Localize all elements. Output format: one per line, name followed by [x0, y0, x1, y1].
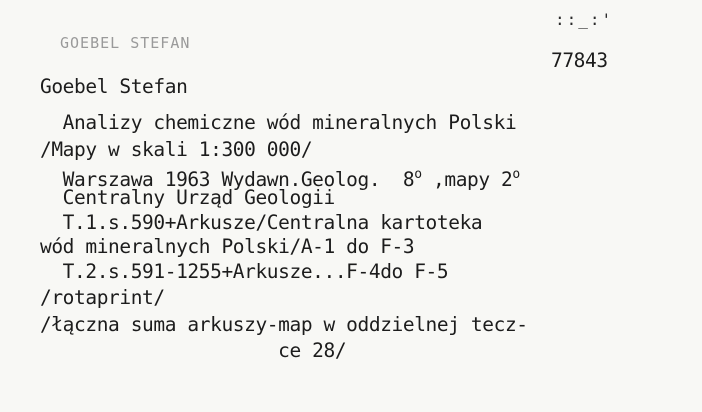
format-superscript-2: o [512, 167, 520, 182]
corner-mark: ::_:' [555, 10, 614, 29]
publisher-line: Centralny Urząd Geologii [40, 186, 335, 209]
volume-1-continued-line: wód mineralnych Polski/A-1 do F-3 [40, 235, 415, 258]
volume-2-line: T.2.s.591-1255+Arkusze...F-4do F-5 [40, 260, 449, 283]
imprint-text: Warszawa 1963 Wydawn.Geolog. 8 [40, 168, 415, 191]
title-subtitle-line: /Mapy w skali 1:300 000/ [40, 138, 313, 161]
print-method-line: /rotaprint/ [40, 286, 165, 309]
faded-header: GOEBEL STEFAN [60, 34, 191, 52]
title-line: Analizy chemiczne wód mineralnych Polski [40, 111, 517, 134]
format-maps: ,mapy 2 [421, 168, 513, 191]
sheet-count-line: /łączna suma arkuszy-map w oddzielnej tecz- [40, 313, 528, 336]
format-superscript-1: o [414, 167, 422, 182]
volume-1-line: T.1.s.590+Arkusze/Centralna kartoteka [40, 211, 483, 234]
accession-number: 77843 [551, 49, 608, 72]
sheet-count-continued-line: ce 28/ [40, 339, 347, 362]
author-name: Goebel Stefan [40, 75, 188, 98]
